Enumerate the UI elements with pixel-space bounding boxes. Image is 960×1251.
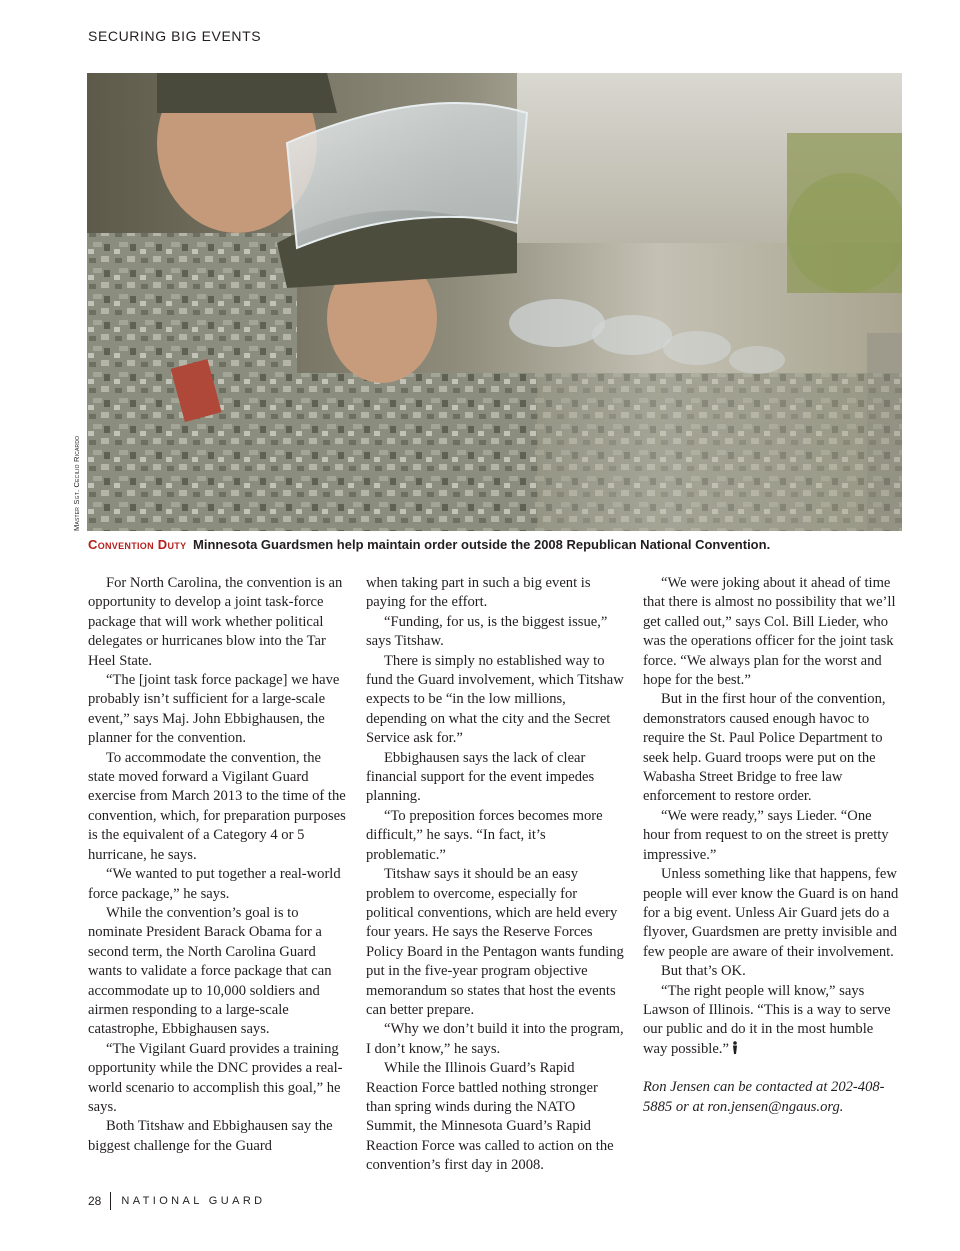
paragraph: While the Illinois Guard’s Rapid Reaction Force battled nothing stronger than spring winds during the NATO Summit, the Minnesota Guard’s Rapid Reaction Force was called to action on the convention’s first day in 2008. [366, 1060, 614, 1174]
paragraph: “We were ready,” says Lieder. “One hour from request to on the street is pretty impressive.” [643, 807, 889, 863]
paragraph: Both Titshaw and Ebbighausen say the biggest challenge for the Guard [88, 1118, 333, 1154]
paragraph-final-text: “The right people will know,” says Lawson of Illinois. “This is a way to serve our public and do it in the most humble way possible.” [643, 982, 891, 1057]
paragraph: “To preposition forces becomes more difficult,” he says. “In fact, it’s problematic.” [366, 807, 603, 863]
paragraph: Ebbighausen says the lack of clear financial support for the event impedes planning. [366, 749, 595, 805]
section-header: SECURING BIG EVENTS [88, 28, 262, 44]
paragraph: “Funding, for us, is the biggest issue,” says Titshaw. [366, 613, 608, 650]
magazine-name: NATIONAL GUARD [121, 1195, 266, 1207]
end-mark-icon [731, 1041, 739, 1054]
paragraph-final [643, 982, 901, 1060]
paragraph: To accommodate the convention, the state moved forward a Vigilant Guard exercise from March 2013 to the time of the convention, which, for preparation purposes is the equivalent of a Category 4 or 5 hurricane, he says. [88, 749, 346, 863]
page-number: 28 [88, 1194, 102, 1208]
paragraph: “The [joint task force package] we have probably isn’t sufficient for a large-scale event,” says Maj. John Ebbighausen, the planner for the convention. [88, 672, 340, 747]
guardsmen-photo-illustration [87, 73, 902, 531]
paragraph: For North Carolina, the convention is an opportunity to develop a joint task-force package that will work whether political delegates or hurricanes blow into the Tar Heel State. [88, 575, 343, 669]
article-photo [87, 73, 902, 531]
contact-note: Ron Jensen can be contacted at 202-408-5885 or at ron.jensen@ngaus.org. [643, 1079, 885, 1115]
paragraph: But that’s OK. [661, 963, 746, 980]
paragraph: Unless something like that happens, few people will ever know the Guard is on hand for a big event. Unless Air Guard jets do a flyover, Guardsmen are pretty invisible and few people are aware of their involvement. [643, 866, 899, 960]
photo-caption [88, 537, 918, 552]
paragraph: While the convention’s goal is to nominate President Barack Obama for a second term, the North Carolina Guard wants to validate a force package that can accommodate up to 10,000 soldiers and airmen responding to a large-scale catastrophe, Ebbighausen says. [88, 904, 332, 1038]
page-footer [88, 1192, 266, 1210]
article-column-2 [366, 574, 624, 1176]
caption-lead: Convention Duty [88, 537, 187, 552]
caption-text: Minnesota Guardsmen help maintain order outside the 2008 Republican National Convention. [193, 537, 771, 552]
article-column-3 [643, 574, 901, 1117]
paragraph: “Why we don’t build it into the program, I don’t know,” he says. [366, 1021, 624, 1057]
paragraph: But in the first hour of the convention, demonstrators caused enough havoc to require the St. Paul Police Department to seek help. Guard troops were put on the Wabasha Street Bridge to free law enforcement to restore order. [643, 691, 886, 805]
footer-divider [110, 1192, 111, 1210]
paragraph: “We were joking about it ahead of time that there is almost no possibility that we’ll get called out,” says Col. Bill Lieder, who was the operations officer for the joint task force. “We always plan for the worst and hope for the best.” [643, 575, 896, 689]
paragraph: when taking part in such a big event is paying for the effort. [366, 575, 591, 611]
paragraph: “We wanted to put together a real-world force package,” he says. [88, 866, 341, 902]
photo-credit: Master Sgt. Cecilio Ricardo [72, 435, 81, 531]
paragraph: There is simply no established way to fund the Guard involvement, which Titshaw expects to be “in the low millions, depending on what the city and the Secret Service ask for.” [366, 652, 624, 747]
article-column-1 [88, 574, 346, 1156]
paragraph: Titshaw says it should be an easy problem to overcome, especially for political conventions, which are held every four years. He says the Reserve Forces Policy Board in the Pentagon wants funding put in the five-year program objective memorandum so states that host the events can better prepare. [366, 866, 624, 1018]
paragraph: “The Vigilant Guard provides a training opportunity while the DNC provides a real-world scenario to accomplish this goal,” he says. [88, 1040, 343, 1115]
